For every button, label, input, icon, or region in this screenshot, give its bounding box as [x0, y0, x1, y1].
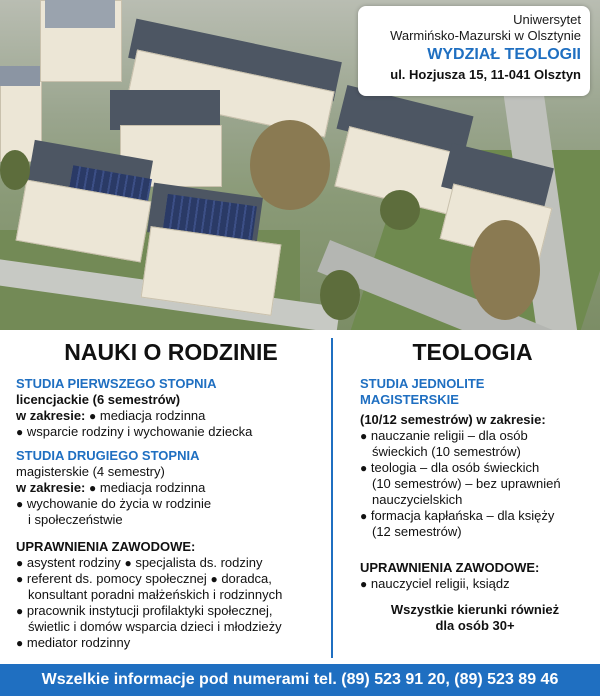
second-degree-scope: w zakresie: ● mediacja rodzinna: [16, 480, 206, 495]
unified-scope: (10/12 semestrów) w zakresie:: [360, 412, 546, 427]
qualification-row-continued: świetlic i domów wsparcia dzieci i młodzieży: [28, 619, 282, 634]
list-item-continued: (10 semestrów) – bez uprawnień: [372, 476, 561, 491]
scope-label: w zakresie:: [16, 480, 86, 495]
theology-qualifications-heading: UPRAWNIENIA ZAWODOWE:: [360, 560, 540, 575]
theology-column: [360, 335, 590, 634]
first-degree-heading: STUDIA PIERWSZEGO STOPNIA: [16, 376, 217, 391]
qualification-row: ● pracownik instytucji profilaktyki społecznej,: [16, 603, 273, 618]
qualification-row: ● referent ds. pomocy społecznej ● doradca,: [16, 571, 272, 586]
tree: [0, 150, 30, 190]
family-studies-title: NAUKI O RODZINIE: [64, 339, 278, 365]
list-item: ● nauczanie religii – dla osób: [360, 428, 528, 443]
list-item-continued: nauczycielskich: [372, 492, 463, 507]
faculty-name: WYDZIAŁ TEOLOGII: [427, 46, 581, 63]
campus-aerial-photo: [0, 0, 600, 330]
scope-label: w zakresie:: [16, 408, 86, 423]
unified-heading-2: MAGISTERSKIE: [360, 392, 459, 407]
list-item: mediacja rodzinna: [99, 408, 206, 423]
address: ul. Hozjusza 15, 11-041 Olsztyn: [390, 67, 581, 82]
age-note-line-1: Wszystkie kierunki również: [390, 602, 560, 617]
list-item-continued: świeckich (10 semestrów): [372, 444, 521, 459]
column-divider: [331, 338, 333, 658]
qualification-row: ● asystent rodziny ● specjalista ds. rodziny: [16, 555, 263, 570]
age-note-line-2: dla osób 30+: [435, 618, 515, 633]
tree: [320, 270, 360, 320]
second-degree-type: magisterskie (4 semestry): [16, 464, 165, 479]
qualification-row: ● mediator rodzinny: [16, 635, 131, 650]
second-degree-heading: STUDIA DRUGIEGO STOPNIA: [16, 448, 200, 463]
roof: [0, 66, 40, 86]
list-item: ● teologia – dla osób świeckich: [360, 460, 540, 475]
family-studies-column: [16, 335, 326, 651]
university-line-2: Warmińsko-Mazurski w Olsztynie: [390, 28, 581, 43]
tree: [250, 120, 330, 210]
list-item: ● nauczyciel religii, ksiądz: [360, 576, 510, 591]
qualifications-heading: UPRAWNIENIA ZAWODOWE:: [16, 539, 196, 554]
roof: [110, 90, 220, 130]
qualification-row-continued: konsultant poradni małżeńskich i rodzinnych: [28, 587, 283, 602]
tree: [470, 220, 540, 320]
list-item-continued: i społeczeństwie: [28, 512, 123, 527]
roof: [45, 0, 115, 28]
contact-footer: Wszelkie informacje pod numerami tel. (89) 523 91 20, (89) 523 89 46: [0, 664, 600, 696]
list-item: ● wychowanie do życia w rodzinie: [16, 496, 212, 511]
list-item-continued: (12 semestrów): [372, 524, 462, 539]
theology-title: TEOLOGIA: [412, 339, 533, 365]
unified-heading-1: STUDIA JEDNOLITE: [360, 376, 485, 391]
first-degree-scope: w zakresie: ● mediacja rodzinna: [16, 408, 206, 423]
first-degree-type: licencjackie (6 semestrów): [16, 392, 181, 407]
tree: [380, 190, 420, 230]
list-item: ● wsparcie rodziny i wychowanie dziecka: [16, 424, 253, 439]
university-line-1: Uniwersytet: [513, 12, 581, 27]
list-item: mediacja rodzinna: [99, 480, 206, 495]
list-item: ● formacja kapłańska – dla księży: [360, 508, 555, 523]
faculty-info-box: [358, 6, 590, 96]
